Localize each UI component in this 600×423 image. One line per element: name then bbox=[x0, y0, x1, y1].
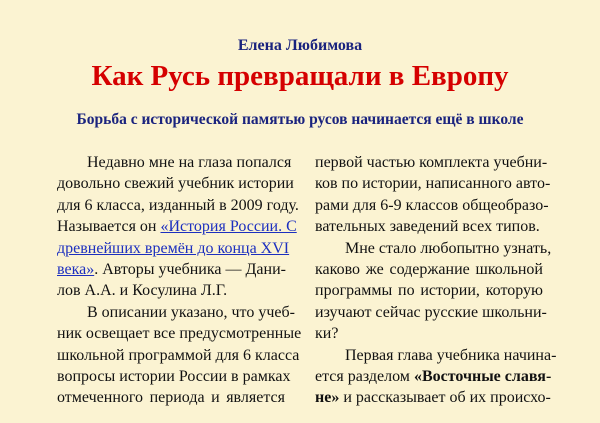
text-line: ник освещает все предусмотренные bbox=[57, 325, 302, 343]
text-column-left bbox=[57, 152, 302, 409]
text-line bbox=[315, 387, 551, 408]
paragraph-continuation bbox=[315, 152, 551, 238]
section-name-bold: «Восточные славя- bbox=[413, 368, 552, 386]
text-line bbox=[57, 259, 285, 280]
text-line: Мне стало любопытно узнать, bbox=[345, 239, 552, 257]
paragraph-first-chapter bbox=[315, 345, 557, 409]
text-line bbox=[315, 366, 552, 387]
article-subtitle: Борьба с исторической памятью русов начинается ещё в школе bbox=[76, 111, 524, 128]
text-fragment: Называется он bbox=[57, 218, 161, 236]
textbook-link[interactable]: века» bbox=[57, 261, 95, 279]
textbook-link[interactable]: древнейших времён до конца XVI bbox=[57, 239, 290, 257]
text-line: школьной программой для 6 класса bbox=[57, 346, 300, 364]
text-line: для 6 класса, изданный в 2009 году. bbox=[57, 196, 299, 214]
text-line: рами для 6-9 классов общеобразо- bbox=[315, 196, 549, 214]
article-title: Как Русь превращали в Европу bbox=[91, 60, 509, 92]
text-line: отмеченного периода и является bbox=[57, 389, 285, 407]
paragraph-intro bbox=[57, 152, 299, 302]
text-line: лов А.А. и Косулина Л.Г. bbox=[57, 282, 228, 300]
text-fragment: . Авторы учебника — Дани- bbox=[94, 261, 286, 279]
textbook-link[interactable]: «История России. С bbox=[160, 218, 297, 236]
paragraph-curiosity bbox=[315, 238, 552, 345]
text-line: ков по истории, написанного авто- bbox=[315, 175, 551, 193]
text-line: вательных заведений всех типов. bbox=[315, 218, 540, 236]
text-column-right bbox=[315, 152, 557, 409]
text-line: программы по истории, которую bbox=[315, 282, 543, 300]
text-line: довольно свежий учебник истории bbox=[57, 175, 294, 193]
text-line: Первая глава учебника начина- bbox=[345, 346, 557, 364]
text-line: изучают сейчас русские школьни- bbox=[315, 303, 547, 321]
text-line: ки? bbox=[315, 325, 339, 343]
text-line: каково же содержание школьной bbox=[315, 261, 543, 279]
text-line: Недавно мне на глаза попался bbox=[87, 154, 292, 171]
text-line bbox=[57, 238, 290, 259]
text-line: первой частью комплекта учебни- bbox=[315, 154, 548, 171]
author-name: Елена Любимова bbox=[237, 37, 363, 54]
text-line: вопросы истории России в рамках bbox=[57, 368, 291, 386]
text-fragment: и рассказывает об их происхо- bbox=[339, 389, 551, 407]
text-fragment: ется разделом bbox=[315, 368, 414, 386]
text-line: В описании указано, что учеб- bbox=[87, 303, 295, 321]
text-line bbox=[57, 216, 297, 237]
section-name-bold: не» bbox=[315, 389, 340, 407]
paragraph-description bbox=[57, 302, 302, 409]
